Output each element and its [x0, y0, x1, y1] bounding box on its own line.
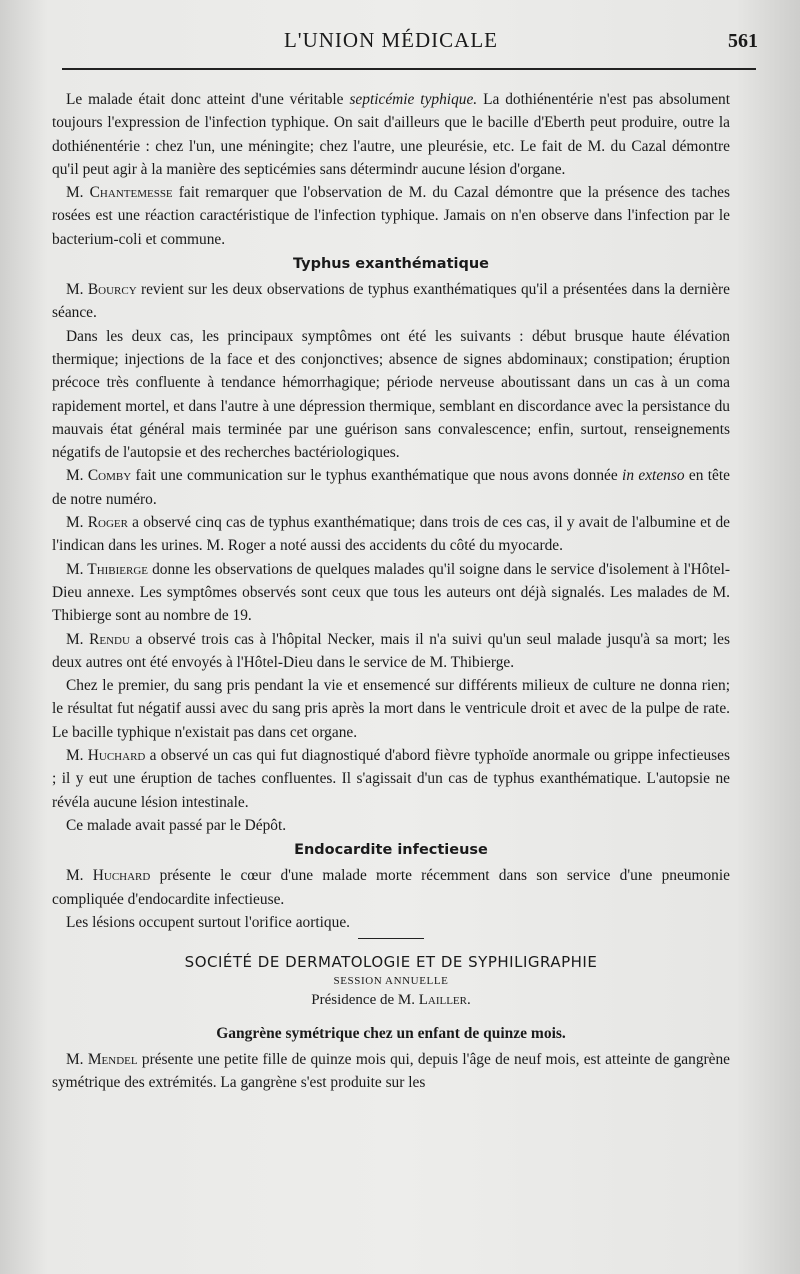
text: Présidence de: [311, 992, 398, 1009]
emphasis-text: in extenso: [622, 467, 685, 485]
text: a observé trois cas à l'hôpital Necker, mais il n'a suivi qu'un seul malade jusqu'à sa mort; les deux autres ont été envoyés à l'Hôtel-Dieu dans le service de M. Thibierge.: [52, 630, 730, 671]
text: présente le cœur d'une malade morte récemment dans son service d'une pneumonie compliquée d'endocardite infectieuse.: [52, 867, 730, 908]
text: Le malade était donc atteint d'une véritable: [66, 91, 350, 108]
paragraph: Ce malade avait passé par le Dépôt.: [66, 816, 287, 834]
speaker-name: M. Roger: [66, 514, 128, 532]
paragraph: [52, 464, 730, 511]
text: revient sur les deux observations de typhus exanthématiques qu'il a présentées dans la dernière séance.: [52, 281, 730, 322]
session-label: SESSION ANNUELLE: [333, 975, 449, 988]
text: fait remarquer que l'observation de M. du Cazal démontre que la présence des taches rosées est une réaction caractéristique de l'infection typhique. Jamais on n'en observe dans l'infection par le bacterium-coli et commune.: [52, 184, 730, 248]
header-rule: [62, 68, 756, 70]
page-number: 561: [728, 30, 758, 52]
section-heading: Gangrène symétrique chez un enfant de quinze mois.: [216, 1025, 566, 1043]
speaker-name: M. Comby: [66, 467, 132, 485]
speaker-name: M. Huchard: [66, 867, 151, 885]
text: fait une communication sur le typhus exanthématique que nous avons donnée: [131, 467, 623, 485]
emphasis-text: septicémie typhique.: [349, 91, 478, 108]
president-name: M. Lailler.: [397, 992, 471, 1009]
running-head: [52, 24, 758, 60]
text: a observé cinq cas de typhus exanthématique; dans trois de ces cas, il y avait de l'albumine et de l'indican dans les urines. M. Roger a noté aussi des accidents du côté du myocarde.: [52, 514, 731, 555]
speaker-name: M. Chantemesse: [66, 184, 173, 202]
text: présente une petite fille de quinze mois qui, depuis l'âge de neuf mois, est atteinte de gangrène symétrique des extrémités. La gangrène s'est produite sur les: [52, 1051, 730, 1092]
speaker-name: M. Bourcy: [66, 281, 137, 299]
section-heading: Endocardite infectieuse: [294, 842, 488, 859]
text: La dothiénentérie n'est pas absolument toujours l'expression de l'infection typhique. On sait d'ailleurs que le bacille d'Eberth peut produire, outre la dothiénentérie : chez l'un, une méningite; chez l'autre, une pleurésie, etc. Le fait de M. du Cazal démontre qu'il peut agir à la manière des septicémies sans détermindr aucune lésion d'organe.: [52, 91, 731, 178]
text: a observé un cas qui fut diagnostiqué d'abord fièvre typhoïde anormale ou grippe infectieuses ; il y eut une éruption de taches confluentes. Il s'agissait d'un cas de typhus exanthématique. L'autopsie ne révéla aucune lésion intestinale.: [52, 747, 730, 811]
presidence-line: [52, 989, 730, 1011]
text: en tête de notre numéro.: [52, 467, 730, 508]
paragraph: [52, 864, 730, 911]
paragraph: [52, 181, 730, 251]
paragraph: [52, 511, 730, 558]
paragraph: [52, 558, 730, 628]
journal-title: L'UNION MÉDICALE: [283, 28, 498, 52]
paragraph: [52, 88, 730, 181]
paragraph: [52, 628, 730, 675]
text: donne les observations de quelques malades qu'il soigne dans le service d'isolement à l'Hôtel-Dieu annexe. Les symptômes observés sont ceux que tous les auteurs ont déjà signalés. Les malades de M. Thibierge sont au nombre de 19.: [52, 560, 730, 625]
speaker-name: M. Rendu: [66, 630, 130, 648]
paragraph: Dans les deux cas, les principaux symptômes ont été les suivants : début brusque haute élévation thermique; injections de la face et des conjonctives; absence de signes abdominaux; constipation; éruption précoce très confluente à tendance hémorrhagique; période nerveuse aboutissant dans un cas à un coma rapidement mortel, et dans l'autre à une dépression thermique, semblant en discordance avec la persistance du mauvais état général mais terminée par une guérison sans convalescence; enfin, surtout, renseignements négatifs de l'autopsie et des recherches bactériologiques.: [52, 327, 730, 462]
paragraph: Chez le premier, du sang pris pendant la vie et ensemencé sur différents milieux de culture ne donna rien; le résultat fut négatif aussi avec du sang pris après la mort dans le ventricule droit et avec de la pulpe de rate. Le bacille typhique n'existait pas dans cet organe.: [52, 677, 730, 741]
paragraph: [52, 1048, 730, 1095]
article-body: [52, 88, 730, 1095]
speaker-name: M. Thibierge: [66, 560, 149, 578]
society-heading: SOCIÉTÉ DE DERMATOLOGIE ET DE SYPHILIGRAPHIE: [184, 953, 598, 972]
paragraph: [52, 744, 730, 814]
paragraph: Les lésions occupent surtout l'orifice aortique.: [66, 913, 350, 931]
speaker-name: M. Huchard: [66, 747, 146, 765]
section-heading: Typhus exanthématique: [292, 256, 490, 273]
paragraph: [52, 278, 730, 325]
speaker-name: M. Mendel: [66, 1051, 138, 1069]
section-divider: [358, 938, 424, 939]
